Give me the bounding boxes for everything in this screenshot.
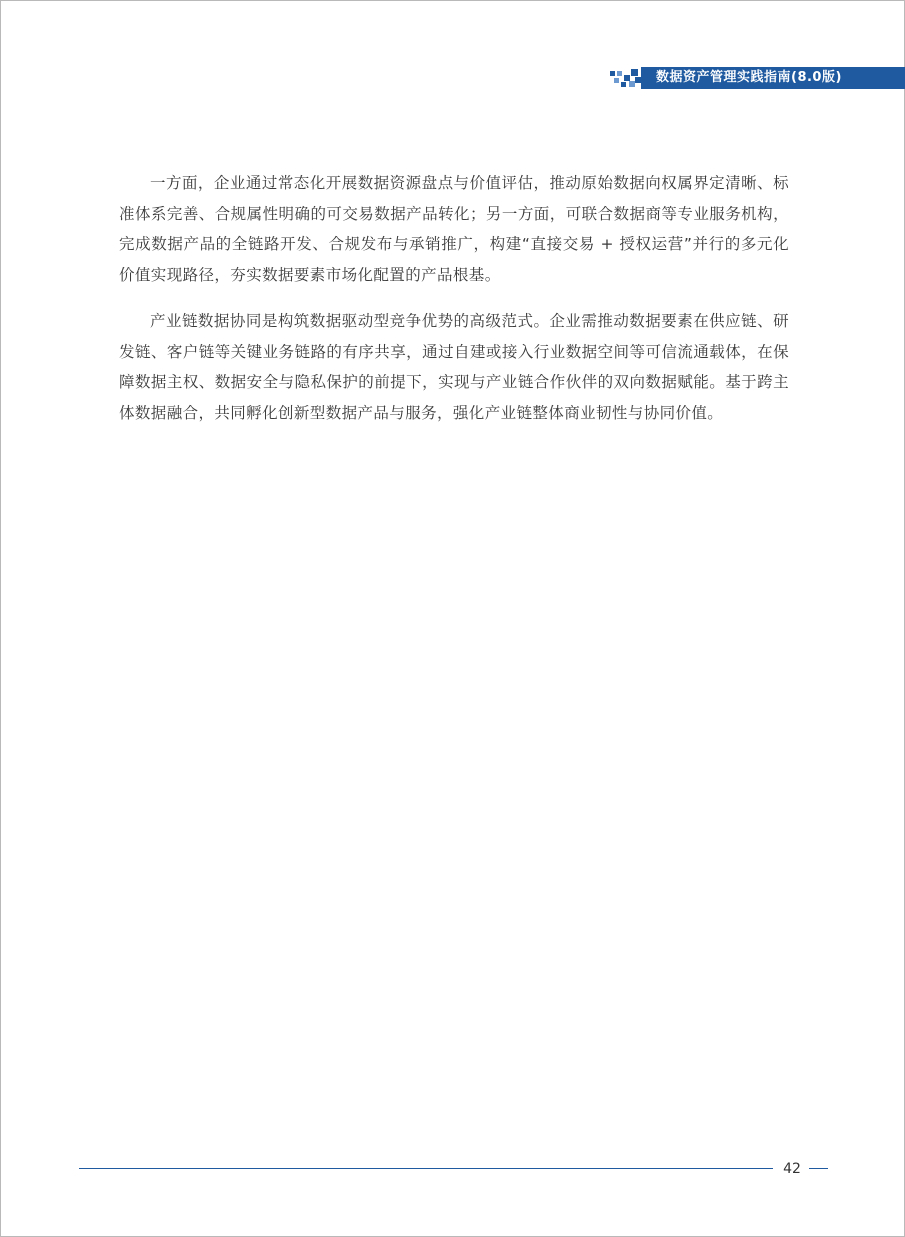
page-number: 42: [783, 1161, 801, 1177]
footer-rule-left: [79, 1168, 773, 1169]
header-title: 数据资产管理实践指南(8.0版): [656, 70, 842, 85]
paragraph-1: 一方面，企业通过常态化开展数据资源盘点与价值评估，推动原始数据向权属界定清晰、标准体系完善、合规属性明确的可交易数据产品转化；另一方面，可联合数据商等专业服务机构，完成数据产品的全链路开发、合规发布与承销推广，构建“直接交易 + 授权运营”并行的多元化价值实现路径，夯实数据要素市场化配置的产品根基。: [119, 174, 789, 284]
paragraph-2: 产业链数据协同是构筑数据驱动型竞争优势的高级范式。企业需推动数据要素在供应链、研发链、客户链等关键业务链路的有序共享，通过自建或接入行业数据空间等可信流通载体，在保障数据主权、数据安全与隐私保护的前提下，实现与产业链合作伙伴的双向数据赋能。基于跨主体数据融合，共同孵化创新型数据产品与服务，强化产业链整体商业韧性与协同价值。: [119, 312, 789, 422]
body-text: [119, 168, 789, 444]
footer-rule-right: [809, 1168, 828, 1169]
